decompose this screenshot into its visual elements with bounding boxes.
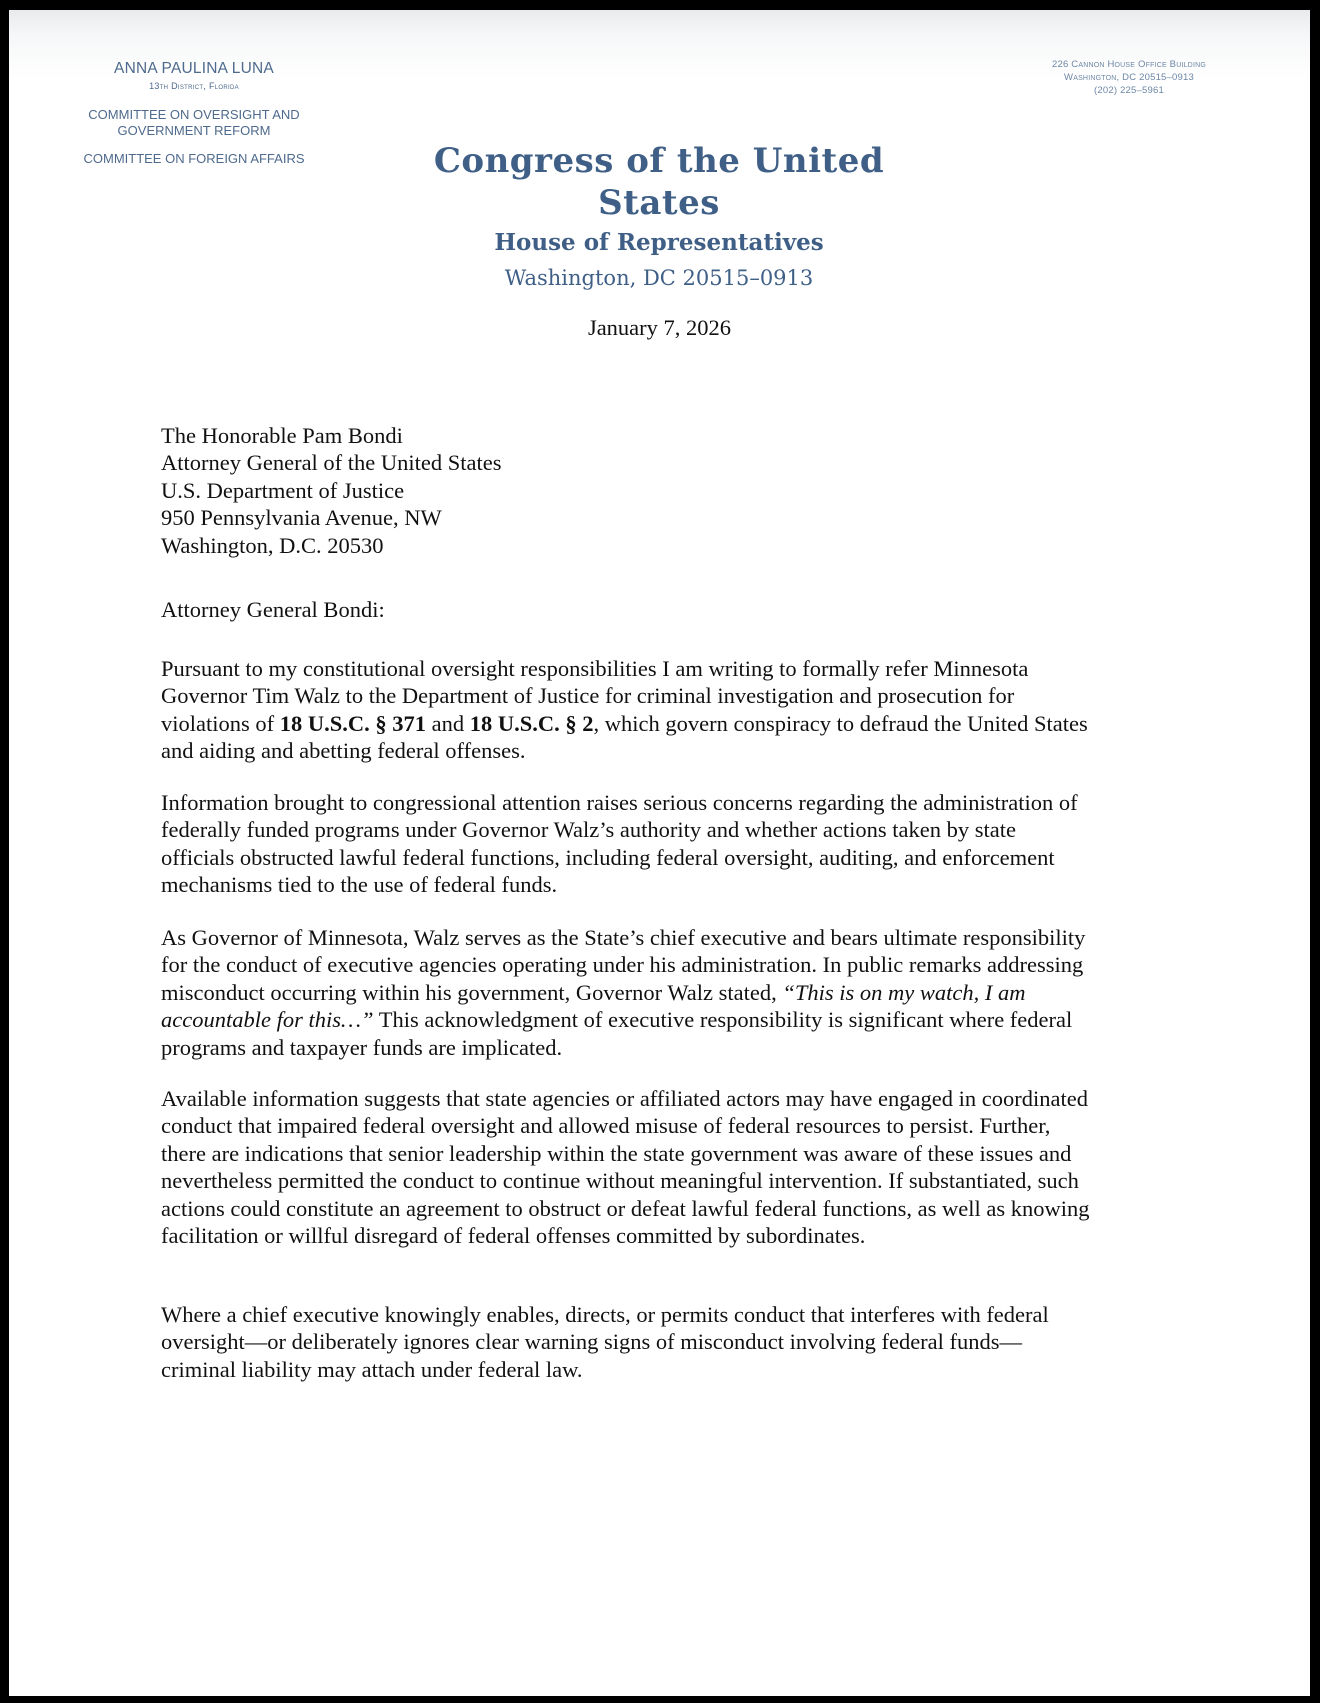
paragraph-available-information: Available information suggests that state agencies or affiliated actors may have engaged in coordinated conduct that impaired federal oversight and allowed misuse of federal resources to persist. Further, there are indications that senior leadership within the state government was aware of these issues and nevertheless permitted the conduct to continue without meaningful intervention. If substantiated, such actions could constitute an agreement to obstruct or defeat lawful federal functions, as well as knowing facilitation or willful disregard of federal offenses committed by subordinates. — [161, 1086, 1090, 1249]
paragraph-criminal-liability: Where a chief executive knowingly enables, directs, or permits conduct that interferes with federal oversight—or deliberately ignores clear warning signs of misconduct involving federal funds—criminal liability may attach under federal law. — [161, 1302, 1049, 1382]
committee-oversight-line-2: GOVERNMENT REFORM — [117, 123, 271, 138]
statute-371: 18 U.S.C. § 371 — [279, 710, 427, 736]
recipient-address — [161, 422, 502, 559]
paragraph-text: , which govern conspiracy to defraud the United States and aiding and abetting federal offenses. — [161, 710, 1088, 764]
paragraph-referral — [161, 655, 1091, 765]
paragraph-text: and — [426, 710, 470, 736]
recipient-department: U.S. Department of Justice — [161, 477, 405, 503]
paragraph-governor-responsibility — [161, 924, 1091, 1061]
member-district: 13th District, Florida — [149, 81, 239, 91]
letterhead-subtitle: House of Representatives — [494, 229, 824, 256]
governor-quote: “This is on my watch, I am accountable for this…” — [161, 979, 1026, 1033]
recipient-title: Attorney General of the United States — [161, 450, 502, 476]
letter-page — [9, 10, 1310, 1696]
recipient-name: The Honorable Pam Bondi — [161, 423, 403, 448]
paragraph-concerns: Information brought to congressional attention raises serious concerns regarding the administration of federally funded programs under Governor Walz’s authority and whether actions taken by state officials obstructed lawful federal functions, including federal oversight, auditing, and enforcement mechanisms tied to the use of federal funds. — [161, 790, 1078, 898]
committee-foreign-affairs: COMMITTEE ON FOREIGN AFFAIRS — [83, 151, 305, 166]
paragraph-text: As Governor of Minnesota, Walz serves as the State’s chief executive and bears ultimate responsibility for the conduct of executive agencies operating under his administration. In public remarks addressing misconduct occurring within his government, Governor Walz stated, — [161, 925, 1086, 1005]
letterhead-city: Washington, DC 20515–0913 — [504, 266, 814, 290]
letterhead-title: Congress of the United States — [433, 141, 885, 223]
paragraph-text: This acknowledgment of executive responsibility is significant where federal programs and taxpayer funds are implicated. — [161, 1007, 1073, 1060]
member-name: ANNA PAULINA LUNA — [114, 60, 274, 77]
letterhead-title-block — [389, 140, 929, 294]
office-city: Washington, DC 20515–0913 — [1064, 72, 1194, 83]
paragraph-text: Pursuant to my constitutional oversight responsibilities I am writing to formally refer Minnesota Governor Tim Walz to the Department of Justice for criminal investigation and prosecution for violations of — [161, 656, 1029, 736]
office-building: 226 Cannon House Office Building — [1052, 59, 1206, 70]
office-address — [989, 58, 1269, 97]
statute-2: 18 U.S.C. § 2 — [469, 710, 594, 736]
recipient-city: Washington, D.C. 20530 — [161, 532, 384, 558]
member-info — [49, 60, 339, 166]
recipient-street: 950 Pennsylvania Avenue, NW — [161, 505, 442, 531]
salutation: Attorney General Bondi: — [161, 597, 385, 622]
committee-oversight — [49, 107, 339, 139]
committee-oversight-line-1: COMMITTEE ON OVERSIGHT AND — [88, 107, 300, 122]
office-phone: (202) 225–5961 — [1094, 85, 1164, 96]
letter-date: January 7, 2026 — [587, 315, 732, 340]
